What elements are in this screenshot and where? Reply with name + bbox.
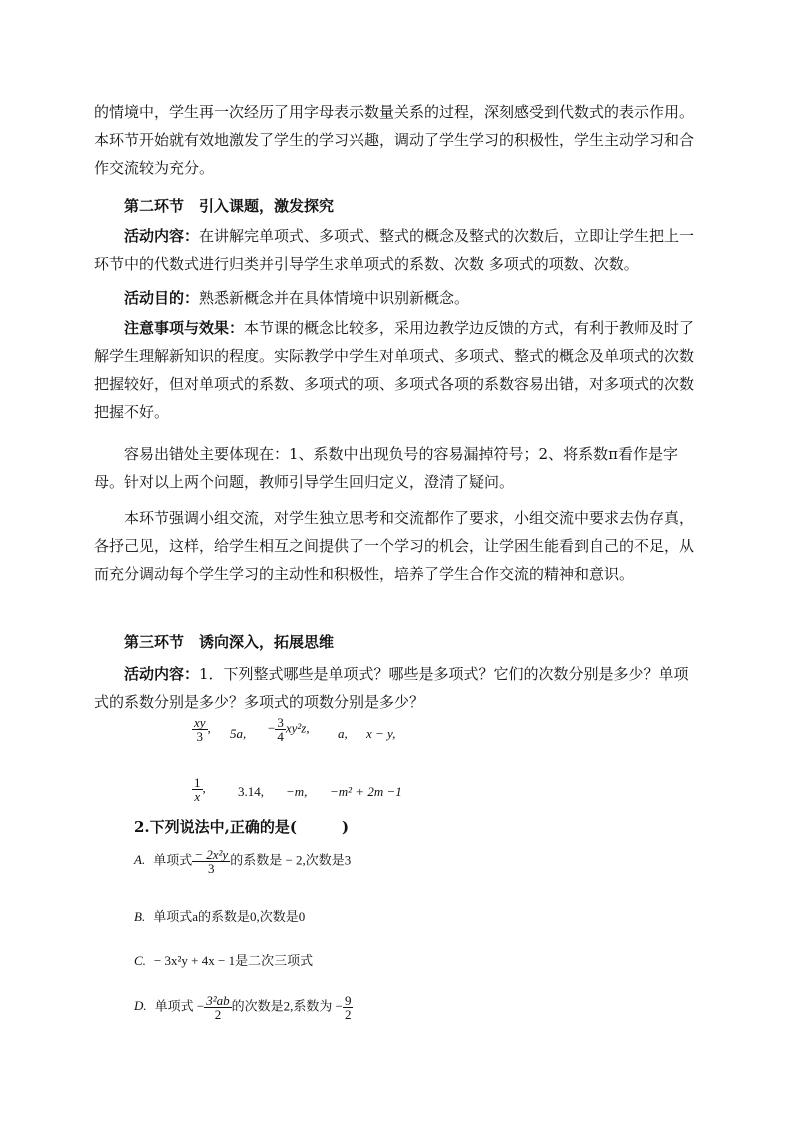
- paragraph-intro: [94, 98, 702, 182]
- paragraph-errors: [94, 440, 702, 496]
- paragraph-activity-purpose: [94, 284, 702, 312]
- paragraph-text: 熟悉新概念并在具体情境中识别新概念。: [199, 289, 470, 307]
- paragraph-activity-content: [94, 222, 702, 278]
- option-a: A. 单项式 $\frac{\text{− 2x²y}}{3}$ 的系数是 − 2,次数是3: [134, 847, 352, 876]
- expr-polynomial: −m² + 2m −1: [330, 784, 402, 799]
- question-2-title: 2.下列说法中,正确的是( ): [134, 818, 350, 836]
- expr-1-over-x: $\frac{1}{x}$ ,: [194, 775, 206, 804]
- paragraph-text: 在讲解完单项式、多项式、整式的概念及整式的次数后，立即让学生把上一环节中的代数式进行归类并引导学生求单项式的系数、次数 多项式的项数、次数。: [94, 227, 695, 273]
- paragraph-text: 的情境中，学生再一次经历了用字母表示数量关系的过程，深刻感受到代数式的表示作用。本环节开始就有效地激发了学生的学习兴趣，调动了学生学习的积极性，学生主动学习和合作交流较为充分。: [94, 103, 695, 177]
- label: 活动内容：: [124, 665, 200, 683]
- label: 活动目的：: [124, 289, 200, 307]
- paragraph-group-work: [94, 504, 702, 588]
- label: 注意事项与效果：: [124, 319, 245, 337]
- expr-3-14: 3.14,: [238, 784, 264, 799]
- option-b: B. 单项式a的系数是0,次数是0: [134, 909, 306, 924]
- paragraph-text: 本节课的概念比较多，采用边教学边反馈的方式，有利于教师及时了解学生理解新知识的程度。实际教学中学生对单项式、多项式、整式的概念及单项式的次数把握较好，但对单项式的系数、多项式的项、多项式各项的系数容易出错，对多项式的次数把握不好。: [94, 319, 695, 421]
- expr-x-minus-y: x − y,: [366, 726, 396, 741]
- expr-xy-over-3: $\frac{xy}{3}$ ,: [194, 715, 211, 744]
- expr-minus-m: −m,: [286, 784, 308, 799]
- paragraph-activity-content-3: [94, 660, 702, 716]
- expr-three-quarters-xy2z: − $\frac{3}{4}$ xy²z,: [268, 715, 310, 744]
- label: 活动内容：: [124, 227, 200, 245]
- paragraph-notes: [94, 314, 702, 426]
- section-heading-2: 第二环节 引入课题，激发探究: [124, 197, 335, 215]
- paragraph-text: 1．下列整式哪些是单项式？哪些是多项式？它们的次数分别是多少？单项式的系数分别是多少？多项式的项数分别是多少？: [94, 665, 689, 711]
- option-c: C. − 3x²y + 4x − 1是二次三项式: [134, 953, 314, 968]
- section-heading-3: 第三环节 诱向深入，拓展思维: [124, 633, 335, 651]
- expr-a: a,: [338, 726, 348, 741]
- paragraph-text: 容易出错处主要体现在：1、系数中出现负号的容易漏掉符号；2、将系数π看作是字母。针对以上两个问题，教师引导学生回归定义，澄清了疑问。: [94, 445, 678, 491]
- paragraph-text: 本环节强调小组交流，对学生独立思考和交流都作了要求，小组交流中要求去伪存真，各抒己见，这样，给学生相互之间提供了一个学习的机会，让学困生能看到自己的不足，从而充分调动每个学生学习的主动性和积极性，培养了学生合作交流的精神和意识。: [94, 509, 695, 583]
- option-d: D. 单项式 − $\frac{\text{3²ab}}{2}$ 的次数是2,系数为 − $\frac{9}{2}$: [134, 993, 352, 1022]
- expr-5a: 5a,: [230, 726, 247, 741]
